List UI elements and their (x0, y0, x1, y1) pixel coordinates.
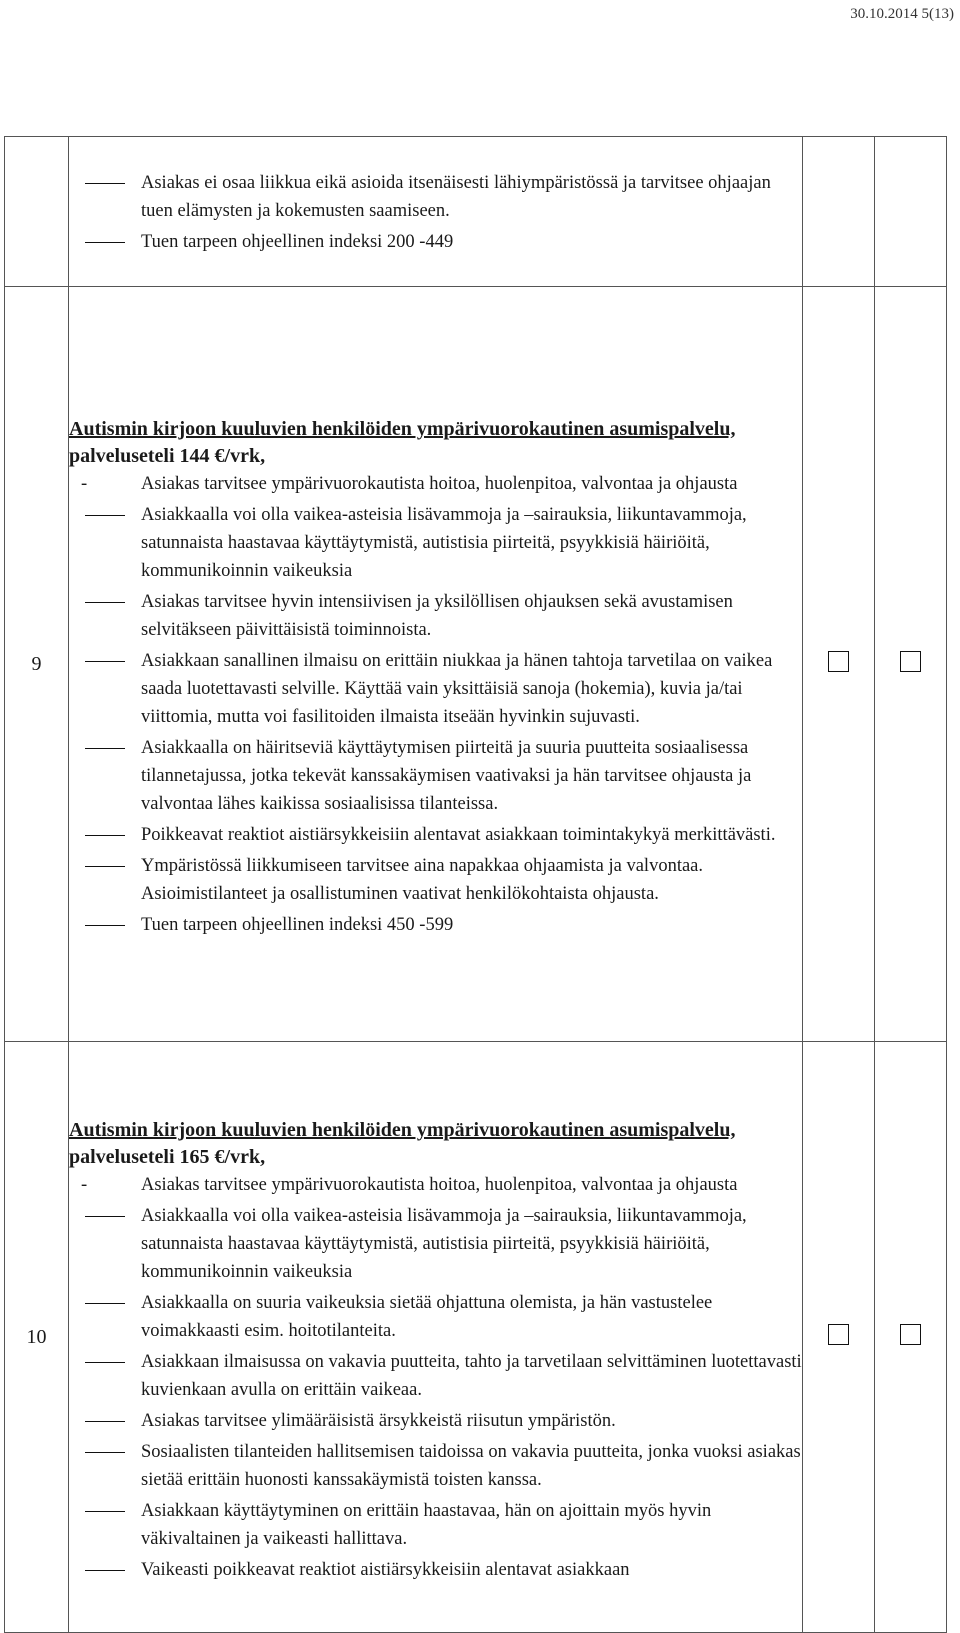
heading-underlined: Autismin kirjoon kuuluvien henkilöiden ympärivuorokautinen asumispalvelu, (69, 1119, 736, 1141)
dash-bullet (85, 1216, 125, 1217)
item-text: Asiakas tarvitsee hyvin intensiivisen ja yksilöllisen ohjauksen sekä avustamisen selvitäkseen päivittäisistä toiminnoista. (141, 592, 733, 640)
dash-bullet (85, 1511, 125, 1512)
checkbox-cell (875, 287, 947, 1042)
list-item (69, 734, 802, 818)
list-item (69, 501, 802, 585)
page-number: 30.10.2014 5(13) (850, 6, 954, 22)
table-row (5, 287, 947, 1042)
heading-voucher: palveluseteli 144 €/vrk, (69, 445, 266, 467)
dash-bullet (85, 866, 125, 867)
item-text: Asiakas tarvitsee ympärivuorokautista hoitoa, huolenpitoa, valvontaa ja ohjausta (141, 474, 738, 494)
list-item (69, 911, 802, 939)
list-item (69, 228, 802, 256)
list-item (69, 1171, 802, 1199)
item-text: Ympäristössä liikkumiseen tarvitsee aina napakkaa ohjaamista ja valvontaa. Asioimistilanteet ja osallistuminen vaativat henkilökohtaista ohjausta. (141, 856, 704, 904)
hyphen-bullet: - (81, 1175, 88, 1195)
list-item (69, 1556, 802, 1584)
checkbox[interactable] (900, 651, 921, 672)
dash-bullet (85, 1421, 125, 1422)
item-text: Asiakas tarvitsee ympärivuorokautista hoitoa, huolenpitoa, valvontaa ja ohjausta (141, 1175, 738, 1195)
list-item (69, 1202, 802, 1286)
item-text: Asiakkaan ilmaisussa on vakavia puutteita, tahto ja tarvetilaan selvittäminen luotettavasti kuvienkaan avulla on erittäin vaikeaa. (141, 1352, 802, 1400)
row-content (69, 137, 803, 287)
service-heading (69, 416, 802, 470)
item-text: Asiakas tarvitsee ylimääräisistä ärsykkeistä riisutun ympäristön. (141, 1411, 616, 1431)
list-item (69, 1438, 802, 1494)
row-content (69, 1042, 803, 1633)
item-text: Asiakkaan sanallinen ilmaisu on erittäin niukkaa ja hänen tahtoja tarvetilaa on vaikea saada luotettavasti selville. Käyttää vain yksittäisiä sanoja (hokemia), kuvia ja/tai viittomia, mutta voi fasilitoiden ilmaista itseään hyvinkin sujuvasti. (141, 651, 773, 727)
criteria-list (69, 169, 802, 256)
list-item (69, 1497, 802, 1553)
checkbox-cell (803, 1042, 875, 1633)
checkbox-cell (875, 1042, 947, 1633)
item-text: Asiakkaalla voi olla vaikea-asteisia lisävammoja ja –sairauksia, liikuntavammoja, satunnaista haastavaa käyttäytymistä, autistisia piirteitä, psyykkisiä häiriöitä, kommunikoinnin vaikeuksia (141, 1206, 747, 1282)
dash-bullet (85, 1303, 125, 1304)
checkbox-cell (875, 137, 947, 287)
item-text: Vaikeasti poikkeavat reaktiot aistiärsykkeisiin alentavat asiakkaan (141, 1560, 630, 1580)
checkbox-cell (803, 287, 875, 1042)
dash-bullet (85, 1362, 125, 1363)
dash-bullet (85, 242, 125, 243)
dash-bullet (85, 183, 125, 184)
list-item (69, 169, 802, 225)
list-item (69, 852, 802, 908)
list-item (69, 1407, 802, 1435)
checkbox[interactable] (900, 1324, 921, 1345)
item-text: Asiakkaalla voi olla vaikea-asteisia lisävammoja ja –sairauksia, liikuntavammoja, satunnaista haastavaa käyttäytymistä, autistisia piirteitä, psyykkisiä häiriöitä, kommunikoinnin vaikeuksia (141, 505, 747, 581)
dash-bullet (85, 1452, 125, 1453)
dash-bullet (85, 748, 125, 749)
dash-bullet (85, 835, 125, 836)
checkbox-cell (803, 137, 875, 287)
list-item (69, 470, 802, 498)
checkbox[interactable] (828, 651, 849, 672)
row-number: 10 (5, 1042, 69, 1633)
dash-bullet (85, 602, 125, 603)
item-text: Asiakas ei osaa liikkua eikä asioida itsenäisesti lähiympäristössä ja tarvitsee ohjaajan tuen elämysten ja kokemusten saamiseen. (141, 172, 771, 221)
table-row (5, 137, 947, 287)
checkbox[interactable] (828, 1324, 849, 1345)
item-text: Asiakkaalla on suuria vaikeuksia sietää ohjattuna olemista, ja hän vastustelee voimakkaasti esim. hoitotilanteita. (141, 1293, 713, 1341)
dash-bullet (85, 515, 125, 516)
criteria-list (69, 470, 802, 939)
list-item (69, 1289, 802, 1345)
item-text: Tuen tarpeen ohjeellinen indeksi 450 -599 (141, 915, 454, 935)
item-text: Poikkeavat reaktiot aistiärsykkeisiin alentavat asiakkaan toimintakykyä merkittävästi. (141, 825, 776, 845)
list-item (69, 821, 802, 849)
row-number: 9 (5, 287, 69, 1042)
dash-bullet (85, 925, 125, 926)
service-table (4, 136, 947, 1633)
dash-bullet (85, 1570, 125, 1571)
item-text: Tuen tarpeen ohjeellinen indeksi 200 -449 (141, 231, 454, 252)
hyphen-bullet: - (81, 474, 88, 494)
criteria-list (69, 1171, 802, 1584)
row-number (5, 137, 69, 287)
item-text: Sosiaalisten tilanteiden hallitsemisen taidoissa on vakavia puutteita, jonka vuoksi asiakas sietää erittäin huonosti kanssakäymistä toisten kanssa. (141, 1442, 801, 1490)
heading-voucher: palveluseteli 165 €/vrk, (69, 1146, 266, 1168)
item-text: Asiakkaan käyttäytyminen on erittäin haastavaa, hän on ajoittain myös hyvin väkivaltainen ja vaikeasti hallittava. (141, 1501, 712, 1549)
row-content (69, 287, 803, 1042)
list-item (69, 588, 802, 644)
table-row (5, 1042, 947, 1633)
list-item (69, 647, 802, 731)
heading-underlined: Autismin kirjoon kuuluvien henkilöiden ympärivuorokautinen asumispalvelu, (69, 418, 736, 440)
dash-bullet (85, 661, 125, 662)
item-text: Asiakkaalla on häiritseviä käyttäytymisen piirteitä ja suuria puutteita sosiaalisessa tilannetajussa, jotka tekevät kanssakäymisen vaativaksi ja hän tarvitsee ohjausta ja valvontaa lähes kaikissa sosiaalisissa tilanteissa. (141, 738, 752, 814)
service-heading (69, 1117, 802, 1171)
list-item (69, 1348, 802, 1404)
